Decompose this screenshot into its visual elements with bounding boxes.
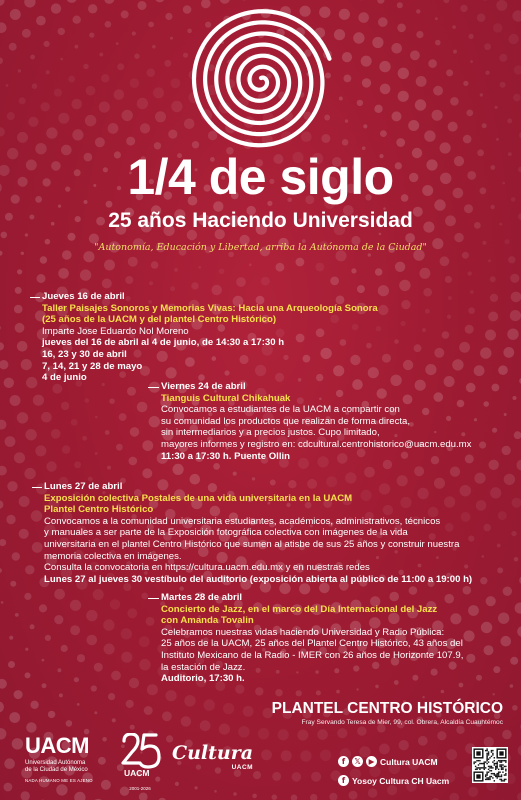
event-line: memoria colectiva en imágenes. — [44, 550, 182, 562]
anniversary-25-logo-word: UACM — [124, 768, 150, 778]
event-line: Jueves 16 de abril — [42, 291, 125, 302]
uacm-logo-line2: de la Ciudad de México — [25, 767, 88, 773]
social-row-1 — [338, 756, 438, 767]
event-line: y manuales a ser parte de la Exposición fotográfica colectiva con imágenes de la vida — [44, 527, 408, 539]
youtube-icon[interactable]: ▶ — [366, 756, 377, 767]
poster-motto: "Autonomía, Educación y Libertad, arriba la Autónoma de la Ciudad" — [94, 242, 427, 253]
event-line: Auditorio, 17:30 h. — [161, 673, 245, 685]
leader-line — [30, 297, 40, 298]
event-line: jueves del 16 de abril al 4 de junio, de 14:30 a 17:30 h — [42, 337, 285, 349]
spiral-logo — [186, 6, 336, 156]
qr-code[interactable] — [472, 747, 508, 783]
facebook-icon[interactable]: f — [338, 756, 349, 767]
event-line: Celebramos nuestras vidas haciendo Universidad y Radio Pública: — [161, 626, 445, 638]
uacm-logo-tagline: NADA HUMANO ME ES AJENO — [25, 778, 93, 783]
poster-title: 1/4 de siglo — [127, 149, 394, 205]
uacm-logo-word: UACM — [25, 733, 89, 758]
event-line: (25 años de la UACM y del plantel Centro Histórico) — [42, 314, 277, 326]
event-line: Concierto de Jazz, en el marco del Día Internacional del Jazz — [161, 603, 438, 615]
event-line: su comunidad los productos que realizan de forma directa, — [161, 415, 411, 427]
poster-subtitle: 25 años Haciendo Universidad — [108, 209, 413, 232]
event-block-4 — [161, 592, 463, 685]
event-line: Taller Paisajes Sonoros y Memorias Vivas: Hacia una Arqueología Sonora — [42, 302, 378, 314]
event-line: 4 de junio — [42, 372, 87, 384]
event-line: Consulta la convocatoria en https://cultura.uacm.edu.mx y en nuestras redes — [44, 562, 370, 574]
event-line: sin intermediarios y a precios justos. Cupo limitado, — [161, 427, 380, 439]
event-block-3 — [44, 481, 472, 585]
event-line: Martes 28 de abril — [161, 592, 243, 603]
event-line: con Amanda Tovalin — [161, 615, 254, 627]
event-line: Viernes 24 de abril — [161, 381, 246, 392]
event-line: Exposición colectiva Postales de una vida universitaria en la UACM — [44, 492, 353, 504]
event-line: 11:30 a 17:30 h. Puente Ollin — [161, 450, 291, 462]
leader-line — [148, 598, 159, 599]
event-line: mayores informes y registro en: cdcultural.centrohistorico@uacm.edu.mx — [161, 438, 472, 450]
event-line: Lunes 27 de abril — [44, 481, 123, 492]
event-line: 16, 23 y 30 de abril — [42, 348, 127, 360]
leader-line — [148, 387, 159, 388]
event-line: Tianguis Cultural Chikahuak — [161, 392, 291, 404]
event-line: Plantel Centro Histórico — [44, 504, 154, 516]
social-row-2 — [338, 775, 449, 786]
plantel-address: Fray Servando Teresa de Mier, 99, col. Obrera, Alcaldía Cuauhtémoc — [301, 719, 503, 726]
cultura-logo-sub: UACM — [231, 764, 254, 771]
event-line: 7, 14, 21 y 28 de mayo — [42, 360, 143, 372]
social-label[interactable]: Cultura UACM — [380, 756, 438, 767]
event-line: Convocamos a la comunidad universitaria estudiantes, académicos, administrativos, técnicos — [44, 515, 441, 527]
cultura-uacm-logo — [172, 744, 253, 771]
event-line: universitaria en el plantel Centro Histórico que sumen al atisbe de sus 25 años y construir nuestra — [44, 538, 460, 550]
event-block-2 — [161, 381, 471, 462]
event-line: 25 años de la UACM, 25 años del Plantel Centro Histórico, 43 años del — [161, 638, 463, 650]
cultura-logo-word: Cultura — [172, 742, 254, 764]
plantel-name: PLANTEL CENTRO HISTÓRICO — [271, 700, 503, 717]
leader-line — [32, 487, 42, 488]
facebook-icon[interactable]: f — [338, 775, 349, 786]
x-icon[interactable]: 𝕏 — [352, 756, 363, 767]
event-block-1 — [42, 291, 378, 384]
uacm-logo-line1: Universidad Autónoma — [25, 760, 86, 766]
event-line: Lunes 27 al jueves 30 vestíbulo del auditorio (exposición abierta al público de 11:00 a 19:00 h) — [44, 573, 473, 585]
event-line: Imparte Jose Eduardo Nol Moreno — [42, 325, 189, 337]
anniversary-25-logo-years: 2001-2026 — [129, 786, 151, 791]
uacm-logo — [25, 735, 93, 783]
social-label[interactable]: Yosoy Cultura CH Uacm — [352, 775, 450, 786]
event-line: la estación de Jazz. — [161, 661, 246, 673]
event-line: Convocamos a estudiantes de la UACM a compartir con — [161, 404, 400, 416]
event-line: Instituto Mexicano de la Radio - IMER con 26 años de Horizonte 107.9, — [161, 649, 464, 661]
